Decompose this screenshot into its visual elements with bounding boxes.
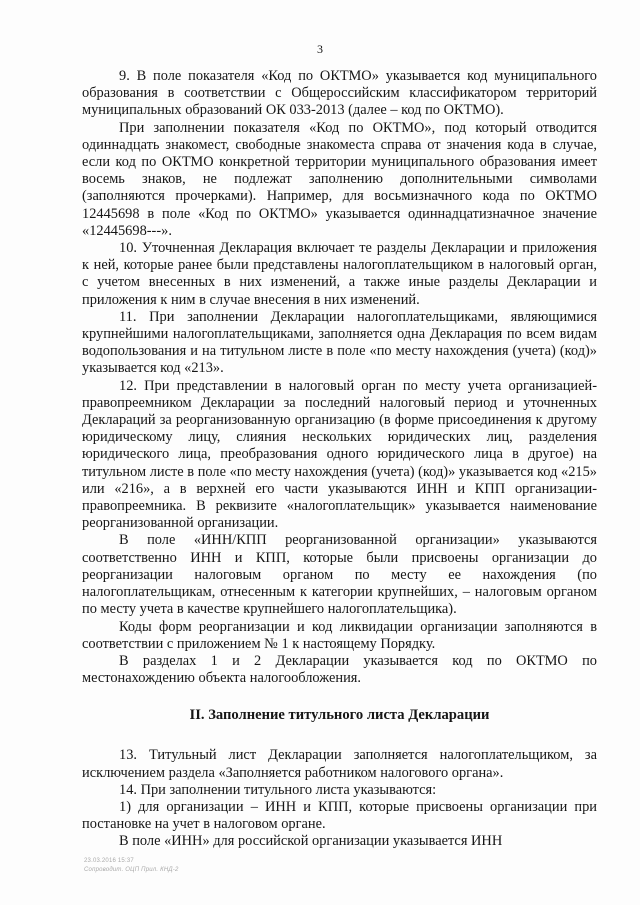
paragraph-organization-inn-kpp: 1) для организации – ИНН и КПП, которые присвоены организации при постановке на учет в налоговом органе. xyxy=(82,798,597,833)
paragraph-inn-field: В поле «ИНН» для российской организации указывается ИНН xyxy=(119,833,503,850)
paragraph-oktmo-fill-rule: При заполнении показателя «Код по ОКТМО», под который отводится одиннадцать знакомест, свободные знакоместа справа от значения кода в случае, если код по ОКТМО конкретной территории муниципального образования имеет восемь знаков, не подлежат заполнению дополнительными символами (заполняются прочерками). Например, для восьмизначного кода по ОКТМО 12445698 в поле «Код по ОКТМО» указывается одиннадцатизначное значение «12445698---». xyxy=(82,119,597,239)
paragraph-10: 10. Уточненная Декларация включает те разделы Декларации и приложения к ней, которые ранее были представлены налогоплательщиком в налоговый орган, с учетом внесенных в них изменений, а также иные разделы Декларации и приложения к ним в случае внесения в них изменений. xyxy=(82,240,597,308)
document-body xyxy=(82,68,597,851)
paragraph-9: 9. В поле показателя «Код по ОКТМО» указывается код муниципального образования в соответствии с Общероссийским классификатором территорий муниципальных образований ОК 033-2013 (далее – код по ОКТМО). xyxy=(82,68,597,119)
page-number: 3 xyxy=(317,42,323,56)
paragraph-11: 11. При заполнении Декларации налогоплательщиками, являющимися крупнейшими налогоплательщиками, заполняется одна Декларация по всем видам водопользования и на титульном листе в поле «по месту нахождения (учета) (код)» указывается код «213». xyxy=(82,308,597,377)
paragraph-13: 13. Титульный лист Декларации заполняется налогоплательщиком, за исключением раздела «Заполняется работником налогового органа». xyxy=(82,747,597,781)
paragraph-inn-kpp-reorganized: В поле «ИНН/КПП реорганизованной организации» указываются соответственно ИНН и КПП, которые были присвоены организации до реорганизации налоговым органом по месту ее нахождения (по налогоплательщикам, отнесенным к категории крупнейших, – налоговым органом по месту учета в качестве крупнейшего налогоплательщика). xyxy=(82,532,597,618)
paragraph-reorganization-codes: Коды форм реорганизации и код ликвидации организации заполняются в соответствии с приложением № 1 к настоящему Порядку. xyxy=(82,618,597,652)
paragraph-14: 14. При заполнении титульного листа указываются: xyxy=(119,781,437,798)
footer-file-stamp: Сопроводит. ОЦП Прил. КНД-2 xyxy=(84,867,179,873)
paragraph-sections-oktmo: В разделах 1 и 2 Декларации указывается код по ОКТМО по местонахождению объекта налогообложения. xyxy=(82,652,597,687)
footer-date-stamp: 23.03.2016 15:37 xyxy=(84,858,134,864)
section-heading: II. Заполнение титульного листа Декларации xyxy=(189,707,490,724)
paragraph-12: 12. При представлении в налоговый орган по месту учета организацией-правопреемником Декларации за последний налоговый период и уточненных Деклараций за реорганизованную организацию (в форме присоединения к другому юридическому лицу, слияния нескольких юридических лиц, разделения юридического лица, преобразования одного юридического лица в другое) на титульном листе в поле «по месту нахождения (учета) (код)» указывается код «215» или «216», а в верхней его части указываются ИНН и КПП организации-правопреемника. В реквизите «налогоплательщик» указывается наименование реорганизованной организации. xyxy=(82,377,597,532)
